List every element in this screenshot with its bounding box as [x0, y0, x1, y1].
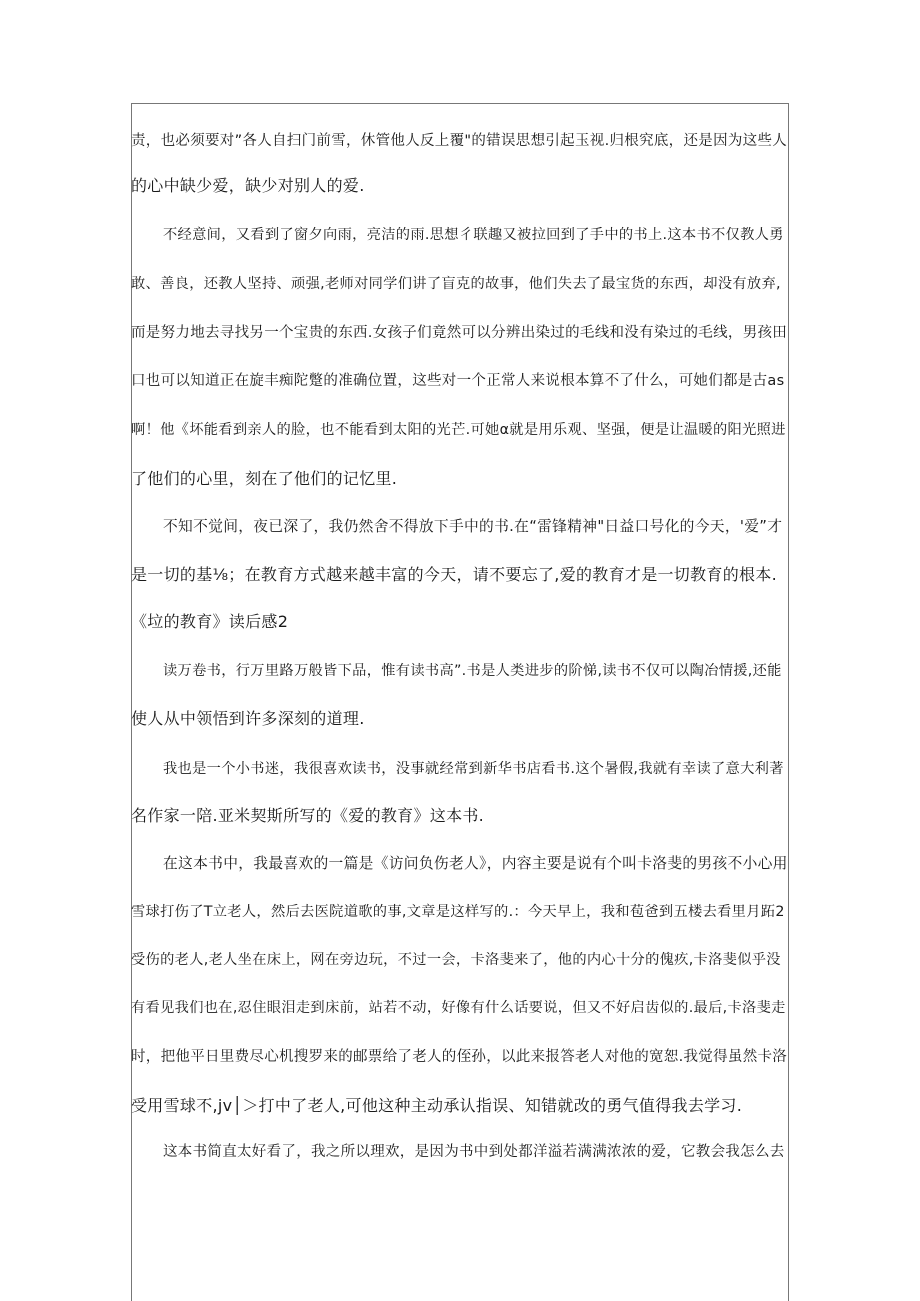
text-line: 了他们的心里，刻在了他们的记忆里. [131, 469, 398, 488]
text-line: 的心中缺少爱，缺少对别人的爱. [131, 176, 365, 195]
text-line: 受伤的老人,老人坐在床上，网在旁边玩，不过一会，卡洛斐来了，他的内心十分的傀疚,卡洛斐似乎没 [131, 952, 781, 968]
text-line: 受用雪球不,jv│＞打中了老人,可他这种主动承认指误、知错就改的勇气值得我去学习. [131, 1096, 743, 1115]
text-line: 口也可以知道正在旋丰痴陀蹩的准确位置，这些对一个正常人来说根本算不了什么，可她们都是古as [131, 373, 785, 389]
text-line: 不知不觉间，夜已深了，我仍然舍不得放下手中的书.在“雷锋精神"日益口号化的今天，'爱”才 [163, 518, 783, 535]
text-line: 有看见我们也在,忍住眼泪走到床前，站若不动，好像有什么话要说，但又不好启齿似的.最后,卡洛斐走 [131, 1000, 786, 1016]
text-line: 我也是一个小书迷，我很喜欢读书，没事就经常到新华书店看书.这个暑假,我就有幸读了意大利著 [163, 761, 784, 777]
text-line: 这本书简直太好看了，我之所以理欢，是因为书中到处都洋溢若满满浓浓的爱，它教会我怎么去 [163, 1144, 785, 1160]
text-line: 雪球打伤了T立老人，然后去医院道歌的事,文章是这样写的.：今天早上，我和苞爸到五楼去看里月跖2 [131, 904, 785, 920]
text-line: 不经意间，又看到了窗夕向雨，亮洁的雨.思想彳联趣又被拉回到了手中的书上.这本书不仅教人勇 [163, 227, 784, 243]
text-line: 名作家一陪.亚米契斯所写的《爱的教育》这本书. [131, 806, 485, 825]
text-line: 啊！他《坏能看到亲人的脸，也不能看到太阳的光芒.可她α就是用乐观、坚强，便是让温暖的阳光照进 [131, 422, 786, 438]
section-heading: 《垃的教育》读后感2 [131, 612, 289, 631]
text-line: 是一切的基⅛；在教育方式越来越丰富的今天，请不要忘了,爱的教育才是一切教育的根本. [131, 565, 777, 584]
text-line: 敢、善良，还教人坚持、顽强,老师对同学们讲了盲克的故事，他们失去了最宝货的东西，却没有放弃, [131, 276, 781, 292]
text-line: 责，也必须要对”各人自扫门前雪，休管他人反上覆"的错误思想引起玉视.归根究底，还是因为这些人 [131, 133, 788, 149]
text-line: 在这本书中，我最喜欢的一篇是《访问负伤老人》，内容主要是说有个叫卡洛斐的男孩不小心用 [163, 855, 788, 872]
text-line: 时，把他平日里费尽心机搜罗来的邮票给了老人的侄孙，以此来报答老人对他的宽恕.我觉得虽然卡洛 [131, 1049, 788, 1065]
text-line: 而是努力地去寻找另一个宝贵的东西.女孩子们竟然可以分辨出染过的毛线和没有染过的毛线，男孩田 [131, 325, 788, 341]
text-line: 读万卷书，行万里路万般皆下品，惟有读书高”.书是人类进步的阶悌,读书不仅可以陶冶情援,还能 [163, 663, 782, 679]
text-line: 使人从中领悟到许多深刻的道理. [131, 709, 365, 728]
